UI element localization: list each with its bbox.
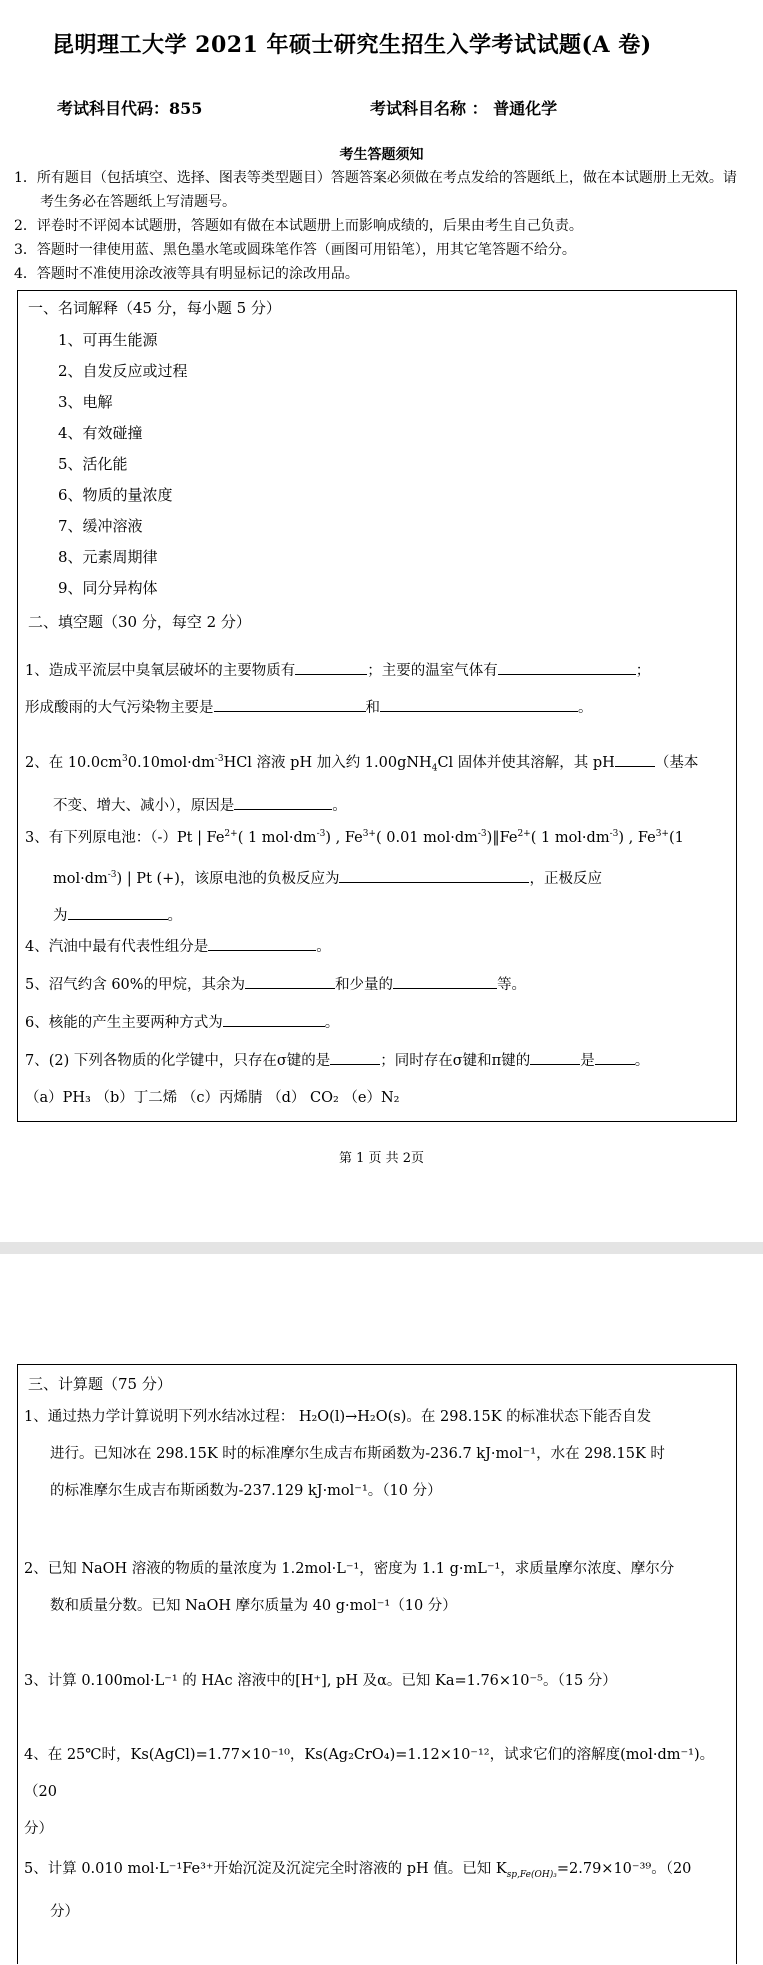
calc-question-5 — [24, 1851, 730, 1931]
answer-blank — [595, 1048, 635, 1065]
answer-blank — [615, 750, 655, 767]
c4-text: 分） — [24, 1821, 53, 1837]
fill-question-3 — [25, 816, 725, 935]
answer-blank — [498, 658, 636, 675]
q2-text: 。 — [332, 797, 347, 814]
answer-blank — [234, 793, 332, 810]
q1-text: 形成酸雨的大气污染物主要是 — [25, 700, 214, 716]
section-3-title: 三、计算题（75 分） — [28, 1375, 172, 1393]
answer-blank — [330, 1048, 380, 1065]
q2-text: HCl 溶液 pH 加入约 1.00gNH — [223, 754, 432, 771]
fill-question-4 — [25, 929, 725, 966]
c1-text: 1、通过热力学计算说明下列水结冰过程： H₂O(l)→H₂O(s)。在 298.15K 的标准状态下能否自发 — [24, 1409, 652, 1425]
question-box-2 — [17, 1364, 737, 1964]
superscript: 2+ — [517, 829, 531, 839]
answer-blank — [223, 1010, 325, 1027]
term-item: 4、有效碰撞 — [58, 424, 143, 442]
q3-text: ) , Fe — [618, 829, 656, 846]
q7-text: ；同时存在σ键和π键的 — [380, 1053, 531, 1069]
q2-text: 不变、增大、减小），原因是 — [53, 797, 235, 814]
answer-blank — [339, 866, 529, 883]
subscript: 4 — [431, 763, 438, 774]
subject-code: 考试科目代码：855 — [57, 99, 203, 118]
c2-text: 2、已知 NaOH 溶液的物质的量浓度为 1.2mol·L⁻¹，密度为 1.1 g·mL⁻¹，求质量摩尔浓度、摩尔分 — [24, 1561, 675, 1577]
q1-text: ；主要的温室气体有 — [367, 663, 498, 679]
exam-title: 昆明理工大学 2021 年硕士研究生招生入学考试试题(A 卷) — [52, 32, 652, 58]
subscript: sp,Fe(OH)₃ — [506, 1869, 557, 1880]
term-item: 3、电解 — [58, 393, 113, 411]
c5-text: 5、计算 0.010 mol·L⁻¹Fe³⁺开始沉淀及沉淀完全时溶液的 pH 值。已知 K — [24, 1861, 507, 1877]
notice-item: 1．所有题目（包括填空、选择、图表等类型题目）答题答案必须做在考点发给的答题纸上，做在本试题册上无效。请考生务必在答题纸上写清题号。 — [14, 170, 737, 210]
superscript: -3 — [609, 829, 619, 839]
superscript: -3 — [107, 869, 117, 880]
calc-question-2 — [24, 1551, 730, 1625]
q5-text: 和少量的 — [335, 977, 394, 993]
calc-question-1 — [24, 1399, 730, 1510]
answer-blank — [214, 695, 366, 712]
c5-text: =2.79×10⁻³⁹。（20 — [556, 1861, 692, 1877]
q3-text: (1 — [668, 829, 684, 846]
section-2-title: 二、填空题（30 分，每空 2 分） — [28, 613, 251, 631]
superscript: -3 — [316, 829, 326, 839]
answer-blank — [295, 658, 367, 675]
answer-blank — [208, 934, 316, 951]
fill-question-5 — [25, 967, 725, 1004]
calc-question-3 — [24, 1663, 730, 1700]
notice-item: 4．答题时不准使用涂改液等具有明显标记的涂改用品。 — [14, 266, 359, 282]
notice-list — [14, 166, 749, 286]
q3-text: ) , Fe — [325, 829, 363, 846]
term-item: 2、自发反应或过程 — [58, 362, 188, 380]
q3-text: ( 1 mol·dm — [530, 829, 610, 846]
superscript: -3 — [477, 829, 487, 839]
q3-text: ( 0.01 mol·dm — [375, 829, 478, 846]
q1-text: 1、造成平流层中臭氧层破坏的主要物质有 — [25, 663, 296, 679]
q4-text: 。 — [316, 939, 331, 955]
c2-text: 数和质量分数。已知 NaOH 摩尔质量为 40 g·mol⁻¹（10 分） — [50, 1598, 457, 1614]
exam-page-2 — [0, 1254, 763, 1965]
q5-text: 等。 — [497, 977, 527, 993]
superscript: -3 — [214, 754, 224, 764]
calc-question-4 — [24, 1737, 730, 1848]
q7-text: 是 — [580, 1053, 595, 1069]
q1-text: 和 — [365, 700, 380, 716]
superscript: 3+ — [655, 829, 669, 839]
q6-text: 。 — [324, 1015, 340, 1031]
fill-question-6 — [25, 1005, 725, 1042]
notice-title: 考生答题须知 — [339, 147, 424, 163]
term-item: 5、活化能 — [58, 455, 128, 473]
c3-text: 3、计算 0.100mol·L⁻¹ 的 HAc 溶液中的[H⁺], pH 及α。已知 Ka=1.76×10⁻⁵。（15 分） — [24, 1673, 617, 1689]
c1-text: 的标准摩尔生成吉布斯函数为-237.129 kJ·mol⁻¹。（10 分） — [50, 1483, 442, 1499]
c4-text: 4、在 25℃时，Ks(AgCl)=1.77×10⁻¹⁰，Ks(Ag₂CrO₄)=1.12×10⁻¹²，试求它们的溶解度(mol·dm⁻¹)。（20 — [24, 1747, 715, 1800]
superscript: 2+ — [224, 829, 238, 839]
q2-text: 0.10mol·dm — [127, 754, 215, 771]
superscript: 3+ — [362, 829, 376, 839]
q3-text: 3、有下列原电池：（-）Pt | Fe — [25, 829, 225, 846]
term-item: 1、可再生能源 — [58, 331, 158, 349]
c5-text: 分） — [50, 1903, 79, 1920]
answer-blank — [245, 972, 335, 989]
page-separator — [0, 1242, 763, 1254]
q5-text: 5、沼气约含 60%的甲烷，其余为 — [25, 977, 246, 993]
q2-text: （基本 — [654, 754, 699, 771]
q3-text: ) | Pt (+)，该原电池的负极反应为 — [116, 870, 340, 887]
q3-text: 为 — [53, 907, 68, 924]
fill-question-1 — [25, 653, 725, 727]
answer-blank — [68, 903, 168, 920]
q3-text: mol·dm — [53, 870, 108, 887]
answer-blank — [530, 1048, 580, 1065]
notice-item: 2．评卷时不评阅本试题册，答题如有做在本试题册上而影响成绩的，后果由考生自己负责。 — [14, 218, 583, 234]
subject-name: 考试科目名称 ： 普通化学 — [370, 99, 558, 118]
page-footer: 第 1 页 共 2页 — [338, 1151, 425, 1166]
c1-text: 进行。已知冰在 298.15K 时的标准摩尔生成吉布斯函数为-236.7 kJ·mol⁻¹，水在 298.15K 时 — [50, 1446, 665, 1462]
fill-question-2 — [25, 741, 725, 825]
q3-text: 。 — [167, 907, 182, 924]
q1-text: ； — [635, 663, 651, 679]
q7-options: （a）PH₃ （b）丁二烯 （c）丙烯腈 （d） CO₂ （e）N₂ — [25, 1090, 400, 1106]
fill-question-7 — [25, 1043, 725, 1117]
term-item: 8、元素周期律 — [58, 548, 158, 566]
answer-blank — [380, 695, 578, 712]
answer-blank — [393, 972, 497, 989]
q3-text: )‖Fe — [486, 829, 518, 846]
term-item: 9、同分异构体 — [58, 579, 158, 597]
q3-text: ( 1 mol·dm — [237, 829, 317, 846]
superscript: 3 — [122, 754, 128, 764]
q7-text: 7、(2) 下列各物质的化学键中，只存在σ键的是 — [25, 1053, 331, 1069]
term-item: 7、缓冲溶液 — [58, 517, 143, 535]
q4-text: 4、汽油中最有代表性组分是 — [25, 939, 209, 955]
q6-text: 6、核能的产生主要两种方式为 — [25, 1015, 223, 1031]
question-box-1 — [17, 290, 737, 1122]
term-item: 6、物质的量浓度 — [58, 486, 173, 504]
q2-text: Cl 固体并使其溶解，其 pH — [437, 754, 615, 771]
q2-text: 2、在 10.0cm — [25, 754, 122, 771]
notice-item: 3．答题时一律使用蓝、黑色墨水笔或圆珠笔作答（画图可用铅笔），用其它笔答题不给分。 — [14, 242, 576, 258]
q3-text: ，正极反应 — [529, 870, 602, 887]
q1-text: 。 — [578, 700, 593, 716]
section-1-title: 一、名词解释（45 分，每小题 5 分） — [28, 299, 281, 317]
q7-text: 。 — [634, 1053, 650, 1069]
